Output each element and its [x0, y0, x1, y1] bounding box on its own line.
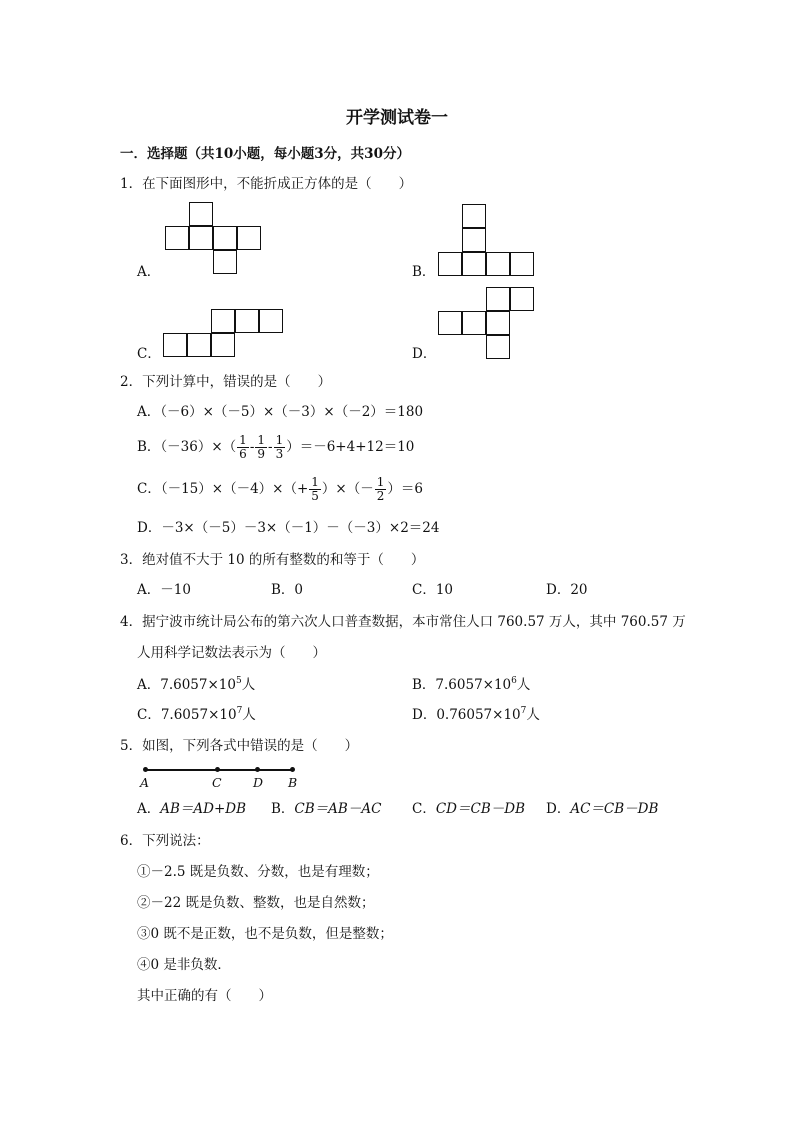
- net-cell: [189, 226, 213, 250]
- fraction: [255, 434, 267, 460]
- denominator: 3: [275, 447, 284, 461]
- denominator: 5: [311, 489, 319, 503]
- exponent: 7: [236, 706, 243, 716]
- denominator: 2: [376, 489, 385, 503]
- net-cell: [438, 252, 462, 276]
- point-c-label: C: [212, 775, 222, 790]
- fraction: [375, 476, 387, 502]
- minus-sign: -: [268, 439, 273, 455]
- question-6-tail: 其中正确的有（ ）: [137, 988, 272, 1004]
- net-cell: [510, 287, 534, 311]
- exponent: 6: [511, 676, 517, 686]
- statement-4: ④0 是非负数．: [137, 957, 231, 973]
- question-4-option-a: [137, 676, 256, 693]
- option-b-label: B．: [412, 264, 436, 280]
- option-a-label: A．: [137, 264, 161, 280]
- question-2-option-b: [137, 434, 414, 461]
- point-b-dot: [290, 767, 295, 772]
- numerator: 1: [257, 433, 266, 448]
- net-cell: [438, 311, 462, 335]
- option-d-label: D．: [412, 346, 437, 362]
- net-cell: [187, 333, 211, 357]
- question-4-stem-line1: 4．据宁波市统计局公布的第六次人口普查数据，本市常住人口 760.57 万人，其中 760.57 万: [120, 614, 686, 630]
- net-cell: [462, 311, 486, 335]
- net-cell: [462, 228, 486, 252]
- unit: 人: [516, 677, 531, 693]
- question-4-option-d: [412, 706, 540, 723]
- question-6-stem: 6．下列说法：: [120, 833, 210, 849]
- numerator: 1: [239, 433, 247, 448]
- net-cell: [462, 204, 486, 228]
- question-4-option-b: [412, 676, 531, 693]
- mantissa: C．7.6057×10: [137, 707, 237, 723]
- net-cell: [213, 226, 237, 250]
- option-letter: B．: [271, 801, 295, 817]
- question-2-option-d: D．－3×（－5）－3×（－1）－（－3）×2＝24: [137, 520, 440, 536]
- option-letter: C．: [412, 801, 436, 817]
- option-expression: AC＝CB－DB: [570, 801, 659, 817]
- minus-sign: -: [249, 439, 255, 455]
- question-1-stem: 1．在下面图形中，不能折成正方体的是（ ）: [120, 176, 413, 192]
- point-d-dot: [255, 767, 260, 772]
- question-3-option-b: B．0: [271, 582, 304, 598]
- mantissa: B．7.6057×10: [412, 677, 512, 693]
- point-d-label: D: [253, 775, 264, 790]
- fraction: [237, 434, 249, 460]
- question-5-stem: 5．如图，下列各式中错误的是（ ）: [120, 738, 359, 754]
- net-cell: [165, 226, 189, 250]
- option-expression: CD＝CB－DB: [435, 801, 525, 817]
- net-cell: [259, 309, 283, 333]
- question-5-option-c: [412, 803, 525, 817]
- denominator: 6: [239, 447, 247, 461]
- point-b-label: B: [288, 775, 298, 790]
- statement-1: ①－2.5 既是负数、分数，也是有理数；: [137, 864, 379, 880]
- fraction: [309, 476, 321, 502]
- exponent: 7: [520, 706, 527, 716]
- option-c-middle: ）×（－: [321, 481, 374, 497]
- net-cell: [486, 311, 510, 335]
- question-3-option-a: A．－10: [137, 582, 191, 598]
- option-c-prefix: C．（－15）×（－4）×（+: [137, 481, 309, 497]
- denominator: 9: [257, 447, 266, 461]
- point-a-label: A: [140, 775, 150, 790]
- net-cell: [486, 252, 510, 276]
- option-c-label: C．: [137, 346, 161, 362]
- net-cell: [211, 333, 235, 357]
- unit: 人: [242, 707, 256, 723]
- exponent: 5: [235, 676, 242, 686]
- section-heading: 一．选择题（共10小题，每小题3分，共30分）: [120, 146, 410, 162]
- question-3-option-d: D．20: [546, 582, 588, 598]
- question-3-stem: 3．绝对值不大于 10 的所有整数的和等于（ ）: [120, 552, 425, 568]
- question-2-option-c: [137, 476, 423, 503]
- option-letter: D．: [546, 801, 571, 817]
- net-cell: [462, 252, 486, 276]
- question-2-option-a: A．（－6）×（－5）×（－3）×（－2）＝180: [137, 404, 424, 420]
- net-cell: [237, 226, 261, 250]
- question-5-option-a: [137, 803, 246, 817]
- question-2-stem: 2．下列计算中，错误的是（ ）: [120, 374, 332, 390]
- option-b-prefix: B．（－36）×（: [137, 439, 237, 455]
- net-cell: [235, 309, 259, 333]
- statement-2: ②－22 既是负数、整数，也是自然数；: [137, 895, 375, 911]
- net-cell: [510, 252, 534, 276]
- net-cell: [486, 287, 510, 311]
- option-c-suffix: ）＝6: [387, 481, 423, 497]
- question-4-stem-line2: 人用科学记数法表示为（ ）: [137, 645, 326, 661]
- question-5-option-d: [546, 803, 658, 817]
- point-c-dot: [215, 767, 220, 772]
- net-cell: [486, 335, 510, 359]
- option-expression: AB＝AD+DB: [160, 801, 247, 817]
- option-b-suffix: ）＝－6+4+12＝10: [286, 439, 415, 455]
- question-4-option-c: [137, 706, 256, 723]
- statement-3: ③0 既不是正数，也不是负数，但是整数；: [137, 926, 393, 942]
- page-title: 开学测试卷一: [346, 108, 448, 128]
- fraction: [274, 434, 286, 460]
- net-cell: [189, 202, 213, 226]
- option-letter: A．: [137, 801, 161, 817]
- net-cell: [213, 250, 237, 274]
- unit: 人: [241, 677, 256, 693]
- mantissa: D．0.76057×10: [412, 707, 521, 723]
- question-5-option-b: [271, 803, 381, 817]
- net-cell: [211, 309, 235, 333]
- option-expression: CB＝AB－AC: [294, 801, 382, 817]
- net-cell: [163, 333, 187, 357]
- numerator: 1: [376, 475, 385, 490]
- mantissa: A．7.6057×10: [137, 677, 236, 693]
- numerator: 1: [311, 475, 319, 490]
- point-a-dot: [143, 767, 148, 772]
- numerator: 1: [275, 433, 284, 448]
- question-3-option-c: C．10: [412, 582, 454, 598]
- unit: 人: [526, 707, 540, 723]
